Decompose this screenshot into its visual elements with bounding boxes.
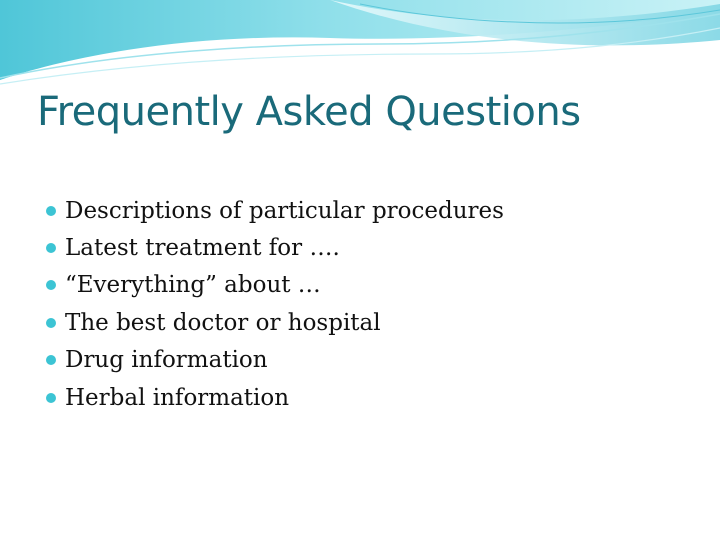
bullet-item (46, 267, 504, 304)
bullet-dot-icon (46, 393, 56, 403)
bullet-text: The best doctor or hospital (65, 309, 381, 336)
bullet-item (46, 192, 504, 229)
bullet-dot-icon (46, 206, 56, 216)
header-wave-decoration (0, 0, 720, 90)
bullet-item (46, 304, 504, 341)
bullet-dot-icon (46, 318, 56, 328)
bullet-dot-icon (46, 355, 56, 365)
bullet-text: “Everything” about … (65, 272, 321, 299)
bullet-item (46, 229, 504, 266)
slide-title: Frequently Asked Questions (37, 89, 581, 135)
bullet-item (46, 379, 504, 416)
bullet-text: Drug information (65, 347, 268, 374)
bullet-dot-icon (46, 280, 56, 290)
bullet-item (46, 342, 504, 379)
bullet-dot-icon (46, 243, 56, 253)
bullet-text: Descriptions of particular procedures (65, 197, 504, 224)
bullet-text: Latest treatment for …. (65, 235, 340, 262)
bullet-list (46, 192, 504, 416)
bullet-text: Herbal information (65, 384, 290, 411)
